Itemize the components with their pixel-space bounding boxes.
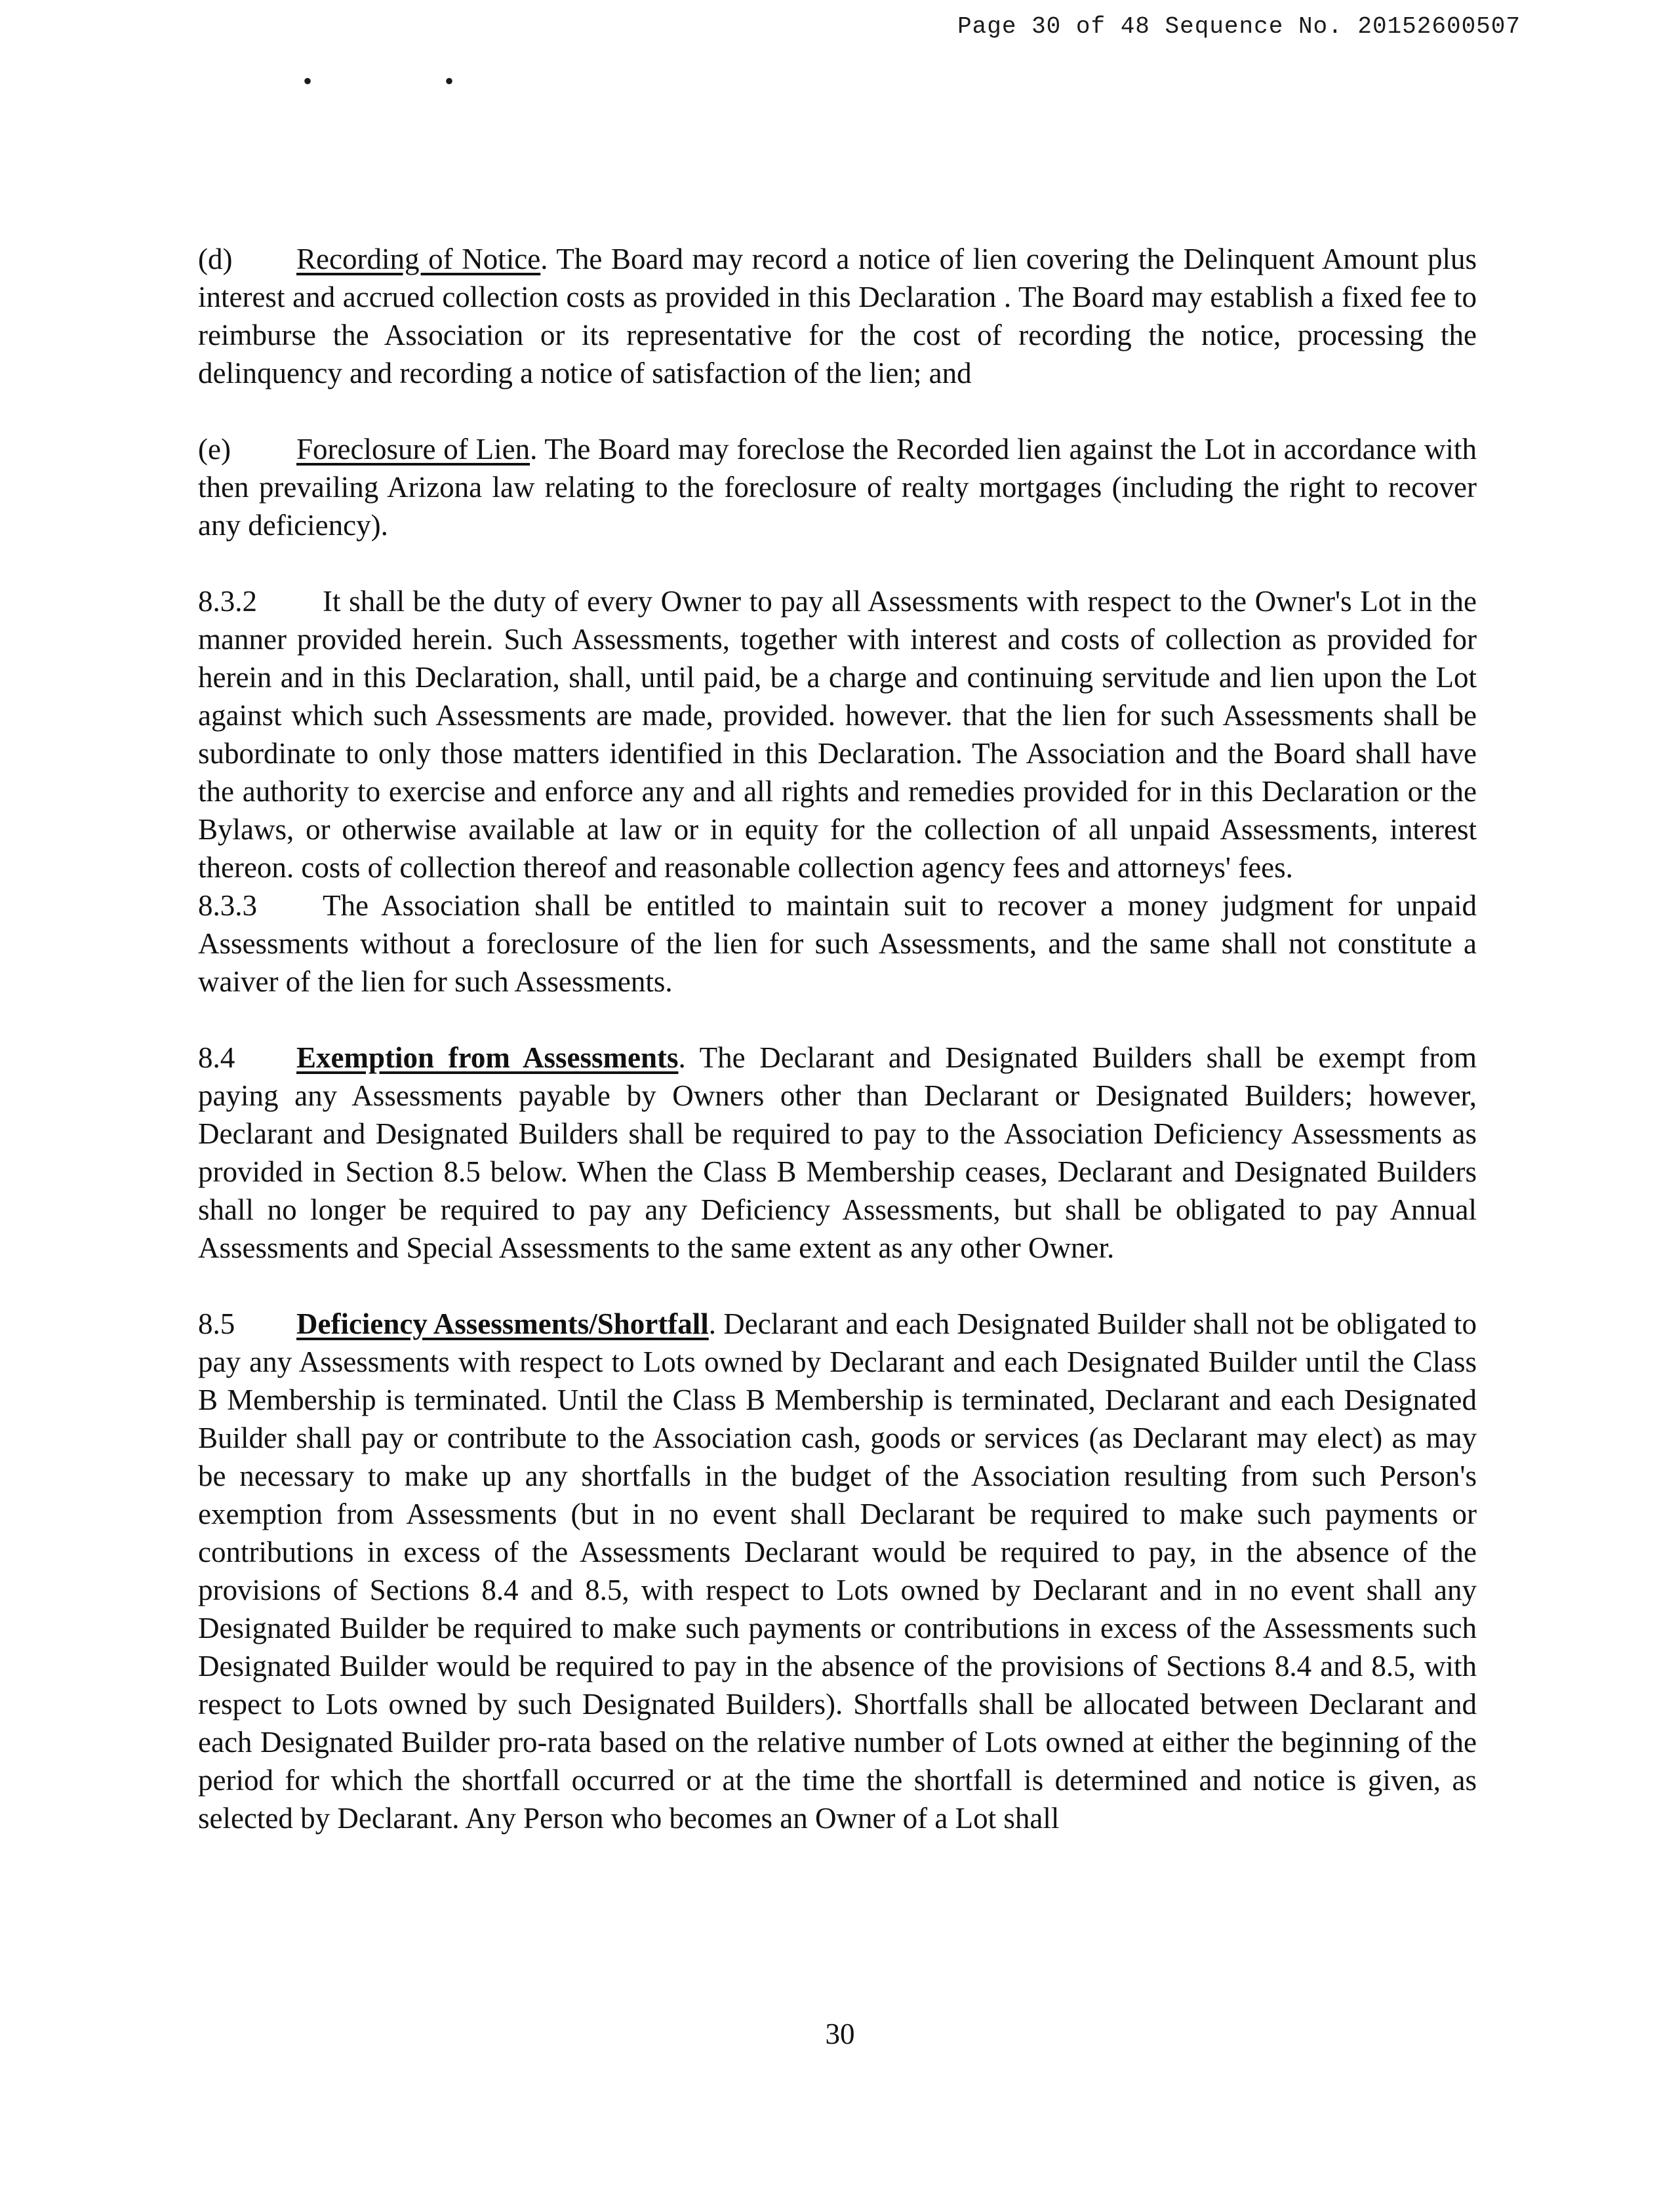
paragraph-8-3-3 [198, 886, 1477, 1001]
paragraph-number: (d) [198, 243, 233, 275]
paragraph-8-3-2 [198, 582, 1477, 886]
paragraph-body: It shall be the duty of every Owner to pay all Assessments with respect to the Owner's Lot in the manner provided herein. Such Assessments, together with interest and costs of collection as provided for herein and in this Declaration, shall, until paid, be a charge and continuing servitude and lien upon the Lot against which such Assessments are made, provided. however. that the lien for such Assessments shall be subordinate to only those matters identified in this Declaration. The Association and the Board shall have the authority to exercise and enforce any and all rights and remedies provided for in this Declaration or the Bylaws, or otherwise available at law or in equity for the collection of all unpaid Assessments, interest thereon. costs of collection thereof and reasonable collection agency fees and attorneys' fees. [198, 585, 1477, 884]
paragraph-number: (e) [198, 433, 231, 466]
paragraph-number: 8.3.2 [198, 585, 257, 618]
section-number: 8.5 [198, 1307, 235, 1340]
scan-marks: • • [303, 66, 517, 96]
paragraph-title: Recording of Notice [296, 243, 541, 275]
section-title: Exemption from Assessments [296, 1041, 679, 1074]
paragraph-e-foreclosure-of-lien [198, 430, 1477, 544]
paragraph-title: Foreclosure of Lien [296, 433, 530, 466]
section-body: . The Declarant and Designated Builders shall be exempt from paying any Assessments payable by Owners other than Declarant or Designated Builders; however, Declarant and Designated Builders shall be required to pay to the Association Deficiency Assessments as provided in Section 8.5 below. When the Class B Membership ceases, Declarant and Designated Builders shall no longer be required to pay any Deficiency Assessments, but shall be obligated to pay Annual Assessments and Special Assessments to the same extent as any other Owner. [198, 1041, 1477, 1264]
paragraph-body: . The Board may foreclose the Recorded lien against the Lot in accordance with then prevailing Arizona law relating to the foreclosure of realty mortgages (including the right to recover any deficiency). [198, 433, 1477, 542]
section-body: . Declarant and each Designated Builder shall not be obligated to pay any Assessments with respect to Lots owned by Declarant and each Designated Builder until the Class B Membership is terminated. Until the Class B Membership is terminated, Declarant and each Designated Builder shall pay or contribute to the Association cash, goods or services (as Declarant may elect) as may be necessary to make up any shortfalls in the budget of the Association resulting from such Person's exemption from Assessments (but in no event shall Declarant be required to make such payments or contributions in excess of the Assessments Declarant would be required to pay, in the absence of the provisions of Sections 8.4 and 8.5, with respect to Lots owned by Declarant and in no event shall any Designated Builder be required to make such payments or contributions in excess of the Assessments such Designated Builder would be required to pay in the absence of the provisions of Sections 8.4 and 8.5, with respect to Lots owned by such Designated Builders). Shortfalls shall be allocated between Declarant and each Designated Builder pro-rata based on the relative number of Lots owned at either the beginning of the period for which the shortfall occurred or at the time the shortfall is determined and notice is given, as selected by Declarant. Any Person who becomes an Owner of a Lot shall [198, 1307, 1477, 1835]
section-number: 8.4 [198, 1041, 235, 1074]
paragraph-number: 8.3.3 [198, 889, 257, 922]
paragraph-body: The Association shall be entitled to maintain suit to recover a money judgment for unpaid Assessments without a foreclosure of the lien for such Assessments, and the same shall not constitute a waiver of the lien for such Assessments. [198, 889, 1477, 998]
paragraph-body: . The Board may record a notice of lien covering the Delinquent Amount plus interest and accrued collection costs as provided in this Declaration . The Board may establish a fixed fee to reimburse the Association or its representative for the cost of recording the notice, processing the delinquency and recording a notice of satisfaction of the lien; and [198, 243, 1477, 389]
page-header-sequence: Page 30 of 48 Sequence No. 20152600507 [957, 13, 1521, 40]
page-number-footer: 30 [825, 2018, 855, 2050]
paragraph-d-recording-of-notice [198, 240, 1477, 392]
section-8-4-exemption [198, 1039, 1477, 1267]
section-8-5-deficiency [198, 1305, 1477, 1837]
document-body [198, 240, 1477, 1837]
section-title: Deficiency Assessments/Shortfall [296, 1307, 709, 1340]
